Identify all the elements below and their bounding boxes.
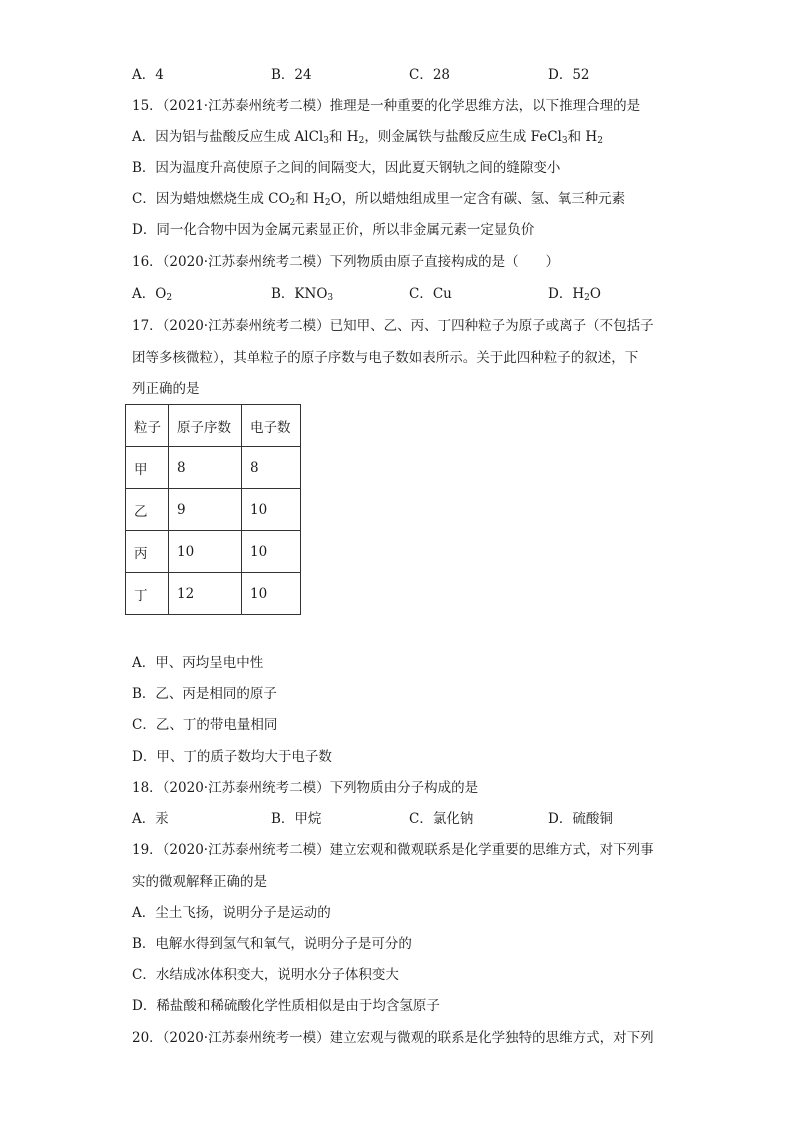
q17-stem-line1: 17．（2020·江苏泰州统考二模）已知甲、乙、丙、丁四种粒子为原子或离子（不包括子: [132, 318, 654, 334]
table-header-cell: 粒子: [126, 405, 169, 447]
table-cell: 丁: [126, 573, 169, 615]
q19-option-c: C．水结成冰体积变大，说明水分子体积变大: [132, 967, 399, 983]
q15-option-d: D．同一化合物中因为金属元素显正价，所以非金属元素一定显负价: [132, 222, 535, 238]
q20-stem-line1: 20．（2020·江苏泰州统考一模）建立宏观与微观的联系是化学独特的思维方式，对下列: [132, 1030, 654, 1046]
table-header-cell: 原子序数: [169, 405, 242, 447]
q14-option-b: B．24: [271, 67, 312, 83]
table-header-cell: 电子数: [242, 405, 301, 447]
table-cell: 8: [242, 447, 301, 489]
q16-stem: 16．（2020·江苏泰州统考二模）下列物质由原子直接构成的是（ ）: [132, 254, 560, 270]
q14-option-a: A．4: [132, 67, 164, 83]
table-row: [126, 489, 301, 531]
q18-option-c: C．氯化钠: [409, 811, 474, 827]
table-row: [126, 573, 301, 615]
q18-stem: 18．（2020·江苏泰州统考二模）下列物质由分子构成的是: [132, 780, 479, 796]
q17-option-d: D．甲、丁的质子数均大于电子数: [132, 749, 332, 765]
q19-option-a: A．尘土飞扬，说明分子是运动的: [132, 905, 331, 921]
q19-option-b: B．电解水得到氢气和氧气，说明分子是可分的: [132, 936, 412, 952]
q16-option-c: C．Cu: [409, 286, 452, 302]
table-cell: 10: [242, 573, 301, 615]
table-row: [126, 531, 301, 573]
table-cell: 10: [242, 489, 301, 531]
table-cell: 甲: [126, 447, 169, 489]
table-cell: 8: [169, 447, 242, 489]
table-cell: 10: [169, 531, 242, 573]
q15-stem: 15．（2021·江苏泰州统考二模）推理是一种重要的化学思维方法，以下推理合理的是: [132, 98, 641, 114]
table-cell: 丙: [126, 531, 169, 573]
q16-option-b: B．$KNO_3$: [271, 286, 334, 303]
table-cell: 9: [169, 489, 242, 531]
q19-option-d: D．稀盐酸和稀硫酸化学性质相似是由于均含氢原子: [132, 998, 440, 1014]
table-header-row: [126, 405, 301, 447]
q14-option-d: D．52: [548, 67, 590, 83]
q16-option-a: A．$O_2$: [132, 286, 173, 303]
q17-option-b: B．乙、丙是相同的原子: [132, 686, 277, 702]
q15-option-b: B．因为温度升高使原子之间的间隔变大，因此夏天钢轨之间的缝隙变小: [132, 160, 561, 176]
q18-option-b: B．甲烷: [271, 811, 322, 827]
q15-option-a: A．因为铝与盐酸反应生成 AlCl$_3$和 $H_2$，则金属铁与盐酸反应生成 FeCl$_3$和 $H_2$: [132, 129, 603, 146]
q19-stem-line2: 实的微观解释正确的是: [132, 874, 267, 890]
q16-option-d: D．$H_2O$: [548, 286, 601, 303]
table-cell: 12: [169, 573, 242, 615]
q18-option-a: A．汞: [132, 811, 169, 827]
particle-table: [125, 404, 301, 615]
table-row: [126, 447, 301, 489]
q17-stem-line2: 团等多核微粒），其单粒子的原子序数与电子数如表所示。关于此四种粒子的叙述，下: [132, 350, 639, 366]
q17-stem-line3: 列正确的是: [132, 381, 200, 397]
q17-option-a: A．甲、丙均呈电中性: [132, 655, 264, 671]
q17-option-c: C．乙、丁的带电量相同: [132, 717, 278, 733]
q15-option-c: C．因为蜡烛燃烧生成 $CO_2$和 $H_2O$，所以蜡烛组成里一定含有碳、氢、氧三种元素: [132, 191, 626, 208]
q19-stem-line1: 19．（2020·江苏泰州统考二模）建立宏观和微观联系是化学重要的思维方式，对下列事: [132, 842, 654, 858]
q18-option-d: D．硫酸铜: [548, 811, 613, 827]
table-cell: 10: [242, 531, 301, 573]
table-cell: 乙: [126, 489, 169, 531]
q14-option-c: C．28: [409, 67, 451, 83]
